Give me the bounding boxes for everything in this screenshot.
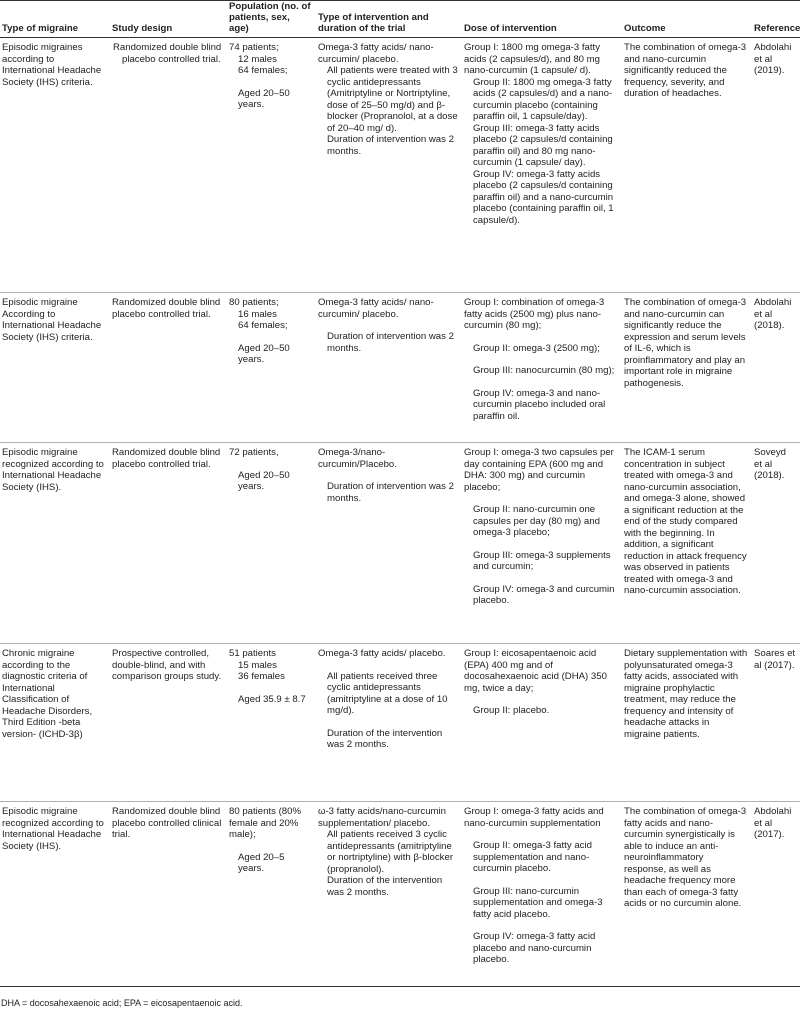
cell-outcome: The combination of omega-3 and nano-curcumin significantly reduced the frequency, severity, and duration of headaches. (622, 38, 752, 293)
dose-group: Group I: eicosapentaenoic acid (EPA) 400 mg and of docosahexaenoic acid (DHA) 350 mg, twice a day; (464, 648, 607, 694)
dose-group: Group IV: omega-3 fatty acid placebo and nano-curcumin placebo. (473, 931, 596, 965)
intervention-para: All patients received three cyclic antidepressants (amitriptyline at a dose of 10 mg/d). (327, 670, 448, 716)
dose-group: Group III: omega-3 supplements and curcumin; (473, 549, 611, 572)
population-line: 80 patients (80% female and 20% male); (229, 806, 301, 840)
population-line: 64 females; (238, 65, 288, 76)
cell-type: Chronic migraine according to the diagnostic criteria of International Classification of Headache Disorders, Third Edition -beta version- (ICHD-3β) (0, 644, 110, 802)
population-line: 74 patients; (229, 42, 279, 53)
cell-population (227, 443, 316, 644)
population-line: Aged 20–50 years. (238, 342, 290, 365)
cell-reference: Abdolahi et al (2018). (752, 293, 800, 443)
intervention-para: Duration of intervention was 2 months. (327, 331, 454, 354)
dose-group: Group II: omega-3 (2500 mg); (473, 342, 600, 354)
dose-group: Group IV: omega-3 fatty acids placebo (2 capsules/d containing paraffin oil) and a nano-curcumin placebo (containing paraffin oil, 1 capsule/d). (473, 168, 614, 226)
intervention-para: ω-3 fatty acids/nano-curcumin supplementation/ placebo. (318, 806, 446, 829)
intervention-para: Duration of intervention was 2 months. (327, 134, 454, 157)
cell-dose (462, 38, 622, 293)
header-reference: Reference (752, 1, 800, 38)
cell-dose (462, 293, 622, 443)
table-header-row (0, 1, 800, 38)
dose-group: Group II: nano-curcumin one capsules per day (80 mg) and omega-3 placebo; (473, 504, 600, 538)
cell-dose (462, 644, 622, 802)
population-line: Aged 20–50 years. (238, 87, 290, 110)
cell-population (227, 644, 316, 802)
cell-reference: Soveyd et al (2018). (752, 443, 800, 644)
cell-outcome: Dietary supplementation with polyunsaturated omega-3 fatty acids, associated with migraine prophylactic treatment, may reduce the frequency and intensity of headache attacks in migraine patients. (622, 644, 752, 802)
cell-reference: Soares et al (2017). (752, 644, 800, 802)
table-row (0, 443, 800, 644)
dose-group: Group III: omega-3 fatty acids placebo (2 capsules/d containing paraffin oil) and 80 mg nano-curcumin (1 capsule/ day). (473, 122, 613, 168)
cell-dose (462, 802, 622, 987)
header-study-design: Study design (110, 1, 227, 38)
dose-group: Group II: placebo. (473, 705, 550, 716)
intervention-para: Omega-3 fatty acids/ nano-curcumin/ placebo. (318, 42, 434, 65)
cell-population (227, 38, 316, 293)
cell-intervention (316, 38, 462, 293)
population-line: 72 patients, (229, 447, 279, 458)
population-line: Aged 35.9 ± 8.7 (238, 693, 306, 705)
dose-group: Group II: 1800 mg omega-3 fatty acids (2 capsules/d) and a nano-curcumin placebo (containing paraffin oil, 1 capsule/day). (473, 76, 613, 122)
intervention-para: Omega-3 fatty acids/ nano-curcumin/ placebo. (318, 297, 434, 320)
intervention-para: All patients were treated with 3 cyclic antidepressants (Amitriptyline or Nortriptyline, dose of 25–50 mg/d) and β-blocker (Propranolol, at a dose of 20–40 mg/ d). (327, 65, 458, 134)
intervention-para: Omega-3/nano-curcumin/Placebo. (318, 447, 397, 470)
cell-outcome: The combination of omega-3 and nano-curcumin can significantly reduce the expression and serum levels of IL-6, which is proinflammatory and play an important role in migraine pathogenesis. (622, 293, 752, 443)
table-row (0, 644, 800, 802)
cell-reference: Abdolahi et al (2017). (752, 802, 800, 987)
dose-group: Group III: nanocurcumin (80 mg); (473, 365, 615, 376)
population-line: 15 males (238, 659, 277, 671)
dose-group: Group I: 1800 mg omega-3 fatty acids (2 capsules/d), and 80 mg nano-curcumin (1 capsule/ d). (464, 42, 600, 76)
dose-group: Group I: omega-3 two capsules per day containing EPA (600 mg and DHA: 300 mg) and curcumin placebo; (464, 447, 614, 493)
table-row (0, 802, 800, 987)
cell-outcome: The combination of omega-3 fatty acids and nano-curcumin synergistically is able to induce an anti-neuroinflammatory response, as well as headache frequency more than each of omega-3 fatty acids or no curcumin alone. (622, 802, 752, 987)
cell-design: Randomized double blind placebo controlled trial. (110, 443, 227, 644)
header-population: Population (no. of patients, sex, age) (227, 1, 316, 38)
cell-outcome: The ICAM-1 serum concentration in subject treated with omega-3 and nano-curcumin association, and omega-3 alone, showed a significant reduction at the end of the study compared with the beginning. In addition, a significant reduction in attack frequency was observed in patients treated with omega-3 and nano-curcumin association. (622, 443, 752, 644)
dose-group: Group I: combination of omega-3 fatty acids (2500 mg) plus nano-curcumin (80 mg); (464, 297, 605, 331)
intervention-para: Duration of the intervention was 2 months. (327, 875, 443, 898)
cell-intervention (316, 293, 462, 443)
header-outcome: Outcome (622, 1, 752, 38)
cell-design: Randomized double blind placebo controlled trial. (110, 293, 227, 443)
cell-intervention (316, 644, 462, 802)
cell-type: Episodic migraine recognized according to International Headache Society (IHS). (0, 443, 110, 644)
cell-design: Randomized double blind placebo controlled clinical trial. (110, 802, 227, 987)
header-type-of-migraine: Type of migraine (0, 1, 110, 38)
intervention-para: All patients received 3 cyclic antidepressants (amitriptyline or nortriptyline) with β-blocker (propranolol). (327, 829, 454, 875)
cell-dose (462, 443, 622, 644)
dose-group: Group I: omega-3 fatty acids and nano-curcumin supplementation (464, 806, 604, 829)
cell-intervention (316, 802, 462, 987)
dose-group: Group IV: omega-3 and nano-curcumin placebo included oral paraffin oil. (473, 387, 606, 422)
population-line: 51 patients (229, 648, 276, 659)
population-line: Aged 20–50 years. (238, 469, 290, 492)
table-row (0, 293, 800, 443)
dose-group: Group IV: omega-3 and curcumin placebo. (473, 583, 615, 606)
cell-intervention (316, 443, 462, 644)
cell-design: Randomized double blind placebo controlled trial. (110, 38, 227, 293)
population-line: 80 patients; (229, 297, 279, 308)
population-line: 16 males (238, 308, 277, 320)
header-intervention: Type of intervention and duration of the trial (316, 1, 462, 38)
intervention-para: Duration of intervention was 2 months. (327, 481, 454, 504)
dose-group: Group III: nano-curcumin supplementation and omega-3 fatty acid placebo. (473, 885, 603, 920)
cell-type: Episodic migraine recognized according to International Headache Society (IHS). (0, 802, 110, 987)
table-footnote: DHA = docosahexaenoic acid; EPA = eicosapentaenoic acid. (1, 998, 243, 1008)
intervention-para: Omega-3 fatty acids/ placebo. (318, 648, 446, 659)
cell-population (227, 802, 316, 987)
population-line: 12 males (238, 53, 277, 65)
population-line: 64 females; (238, 320, 288, 331)
cell-type: Episodic migraine According to International Headache Society (IHS) criteria. (0, 293, 110, 443)
cell-design: Prospective controlled, double-blind, and with comparison groups study. (110, 644, 227, 802)
dose-group: Group II: omega-3 fatty acid supplementation and nano-curcumin placebo. (473, 840, 592, 874)
cell-reference: Abdolahi et al (2019). (752, 38, 800, 293)
cell-population (227, 293, 316, 443)
header-dose: Dose of intervention (462, 1, 622, 38)
population-line: Aged 20–5 years. (238, 851, 285, 874)
cell-type: Episodic migraines according to International Headache Society (IHS) criteria. (0, 38, 110, 293)
intervention-para: Duration of the intervention was 2 months. (327, 727, 443, 750)
table-row (0, 38, 800, 293)
population-line: 36 females (238, 671, 285, 682)
